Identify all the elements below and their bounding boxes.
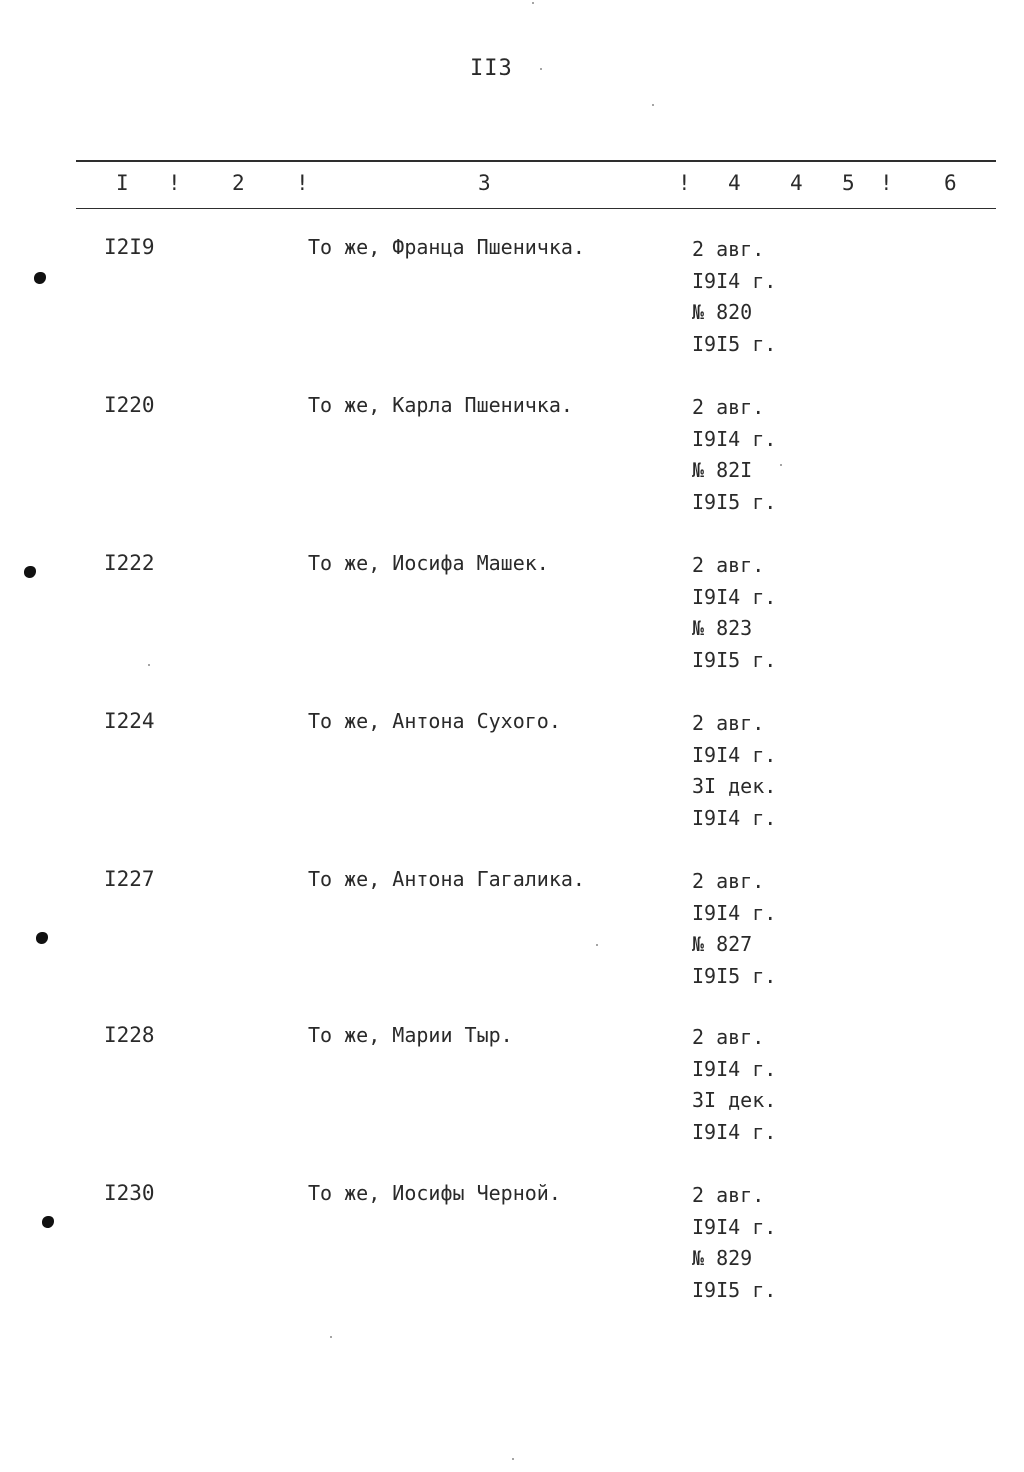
date-line: 2 авг. xyxy=(692,1183,765,1207)
date-line: I9I5 г. xyxy=(692,963,777,988)
header-col-6: 6 xyxy=(944,171,957,195)
row-number: I2I9 xyxy=(104,235,155,259)
table-row xyxy=(0,234,1024,364)
row-number: I228 xyxy=(104,1023,155,1047)
header-separator-1: ! xyxy=(168,171,181,195)
date-line: I9I4 г. xyxy=(692,805,777,830)
date-line: I9I5 г. xyxy=(692,647,777,672)
scan-speck xyxy=(596,944,598,946)
table-row xyxy=(0,1022,1024,1152)
row-description: То же, Иосифа Машек. xyxy=(308,551,549,575)
header-col-4: 4 xyxy=(728,171,741,195)
header-col-3: 3 xyxy=(478,171,491,195)
date-line: I9I4 г. xyxy=(692,1119,777,1144)
scan-speck xyxy=(780,464,782,466)
row-number: I227 xyxy=(104,867,155,891)
date-line: I9I4 г. xyxy=(692,900,777,925)
date-line: № 820 xyxy=(692,300,753,324)
row-number: I230 xyxy=(104,1181,155,1205)
header-separator-4: ! xyxy=(880,171,893,195)
header-col-5: 5 xyxy=(842,171,855,195)
date-line: 2 авг. xyxy=(692,1025,765,1049)
header-col-1: I xyxy=(116,171,129,195)
header-col-2: 2 xyxy=(232,171,245,195)
row-dates xyxy=(692,866,776,992)
scan-speck xyxy=(532,2,534,4)
date-line: I9I4 г. xyxy=(692,426,777,451)
date-line: I9I4 г. xyxy=(692,1214,777,1239)
scan-speck xyxy=(512,1458,514,1460)
date-line: I9I4 г. xyxy=(692,1056,777,1081)
header-separator-3: ! xyxy=(678,171,691,195)
scan-speck xyxy=(652,104,654,106)
date-line: 3I дек. xyxy=(692,774,777,798)
date-line: I9I5 г. xyxy=(692,489,777,514)
date-line: 2 авг. xyxy=(692,553,765,577)
row-description: То же, Карла Пшеничка. xyxy=(308,393,573,417)
row-dates xyxy=(692,1180,776,1306)
row-description: То же, Франца Пшеничка. xyxy=(308,235,585,259)
row-number: I222 xyxy=(104,551,155,575)
table-header-rule xyxy=(76,208,996,209)
table-row xyxy=(0,550,1024,680)
date-line: № 823 xyxy=(692,616,753,640)
row-dates xyxy=(692,1022,776,1148)
date-line: № 829 xyxy=(692,1246,753,1270)
row-dates xyxy=(692,708,776,834)
date-line: I9I4 г. xyxy=(692,742,777,767)
date-line: 2 авг. xyxy=(692,237,765,261)
scan-speck xyxy=(330,1336,332,1338)
row-description: То же, Антона Сухого. xyxy=(308,709,561,733)
table-row xyxy=(0,392,1024,522)
header-separator-2: ! xyxy=(296,171,309,195)
row-dates xyxy=(692,550,776,676)
date-line: I9I5 г. xyxy=(692,1277,777,1302)
table-row xyxy=(0,866,1024,996)
date-line: 2 авг. xyxy=(692,869,765,893)
date-line: 2 авг. xyxy=(692,711,765,735)
date-line: I9I4 г. xyxy=(692,268,777,293)
row-description: То же, Антона Гагалика. xyxy=(308,867,585,891)
row-number: I224 xyxy=(104,709,155,733)
date-line: № 82I xyxy=(692,458,753,482)
row-description: То же, Марии Тыр. xyxy=(308,1023,513,1047)
date-line: I9I5 г. xyxy=(692,331,777,356)
page-number: II3 xyxy=(470,56,513,81)
row-dates xyxy=(692,392,776,518)
scan-speck xyxy=(148,664,150,666)
row-number: I220 xyxy=(104,393,155,417)
table-row xyxy=(0,708,1024,838)
date-line: № 827 xyxy=(692,932,753,956)
row-description: То же, Иосифы Черной. xyxy=(308,1181,561,1205)
date-line: I9I4 г. xyxy=(692,584,777,609)
date-line: 3I дек. xyxy=(692,1088,777,1112)
date-line: 2 авг. xyxy=(692,395,765,419)
row-dates xyxy=(692,234,776,360)
scan-speck xyxy=(540,68,542,70)
table-top-rule xyxy=(76,160,996,162)
header-col-4-repeat: 4 xyxy=(790,171,803,195)
table-row xyxy=(0,1180,1024,1310)
